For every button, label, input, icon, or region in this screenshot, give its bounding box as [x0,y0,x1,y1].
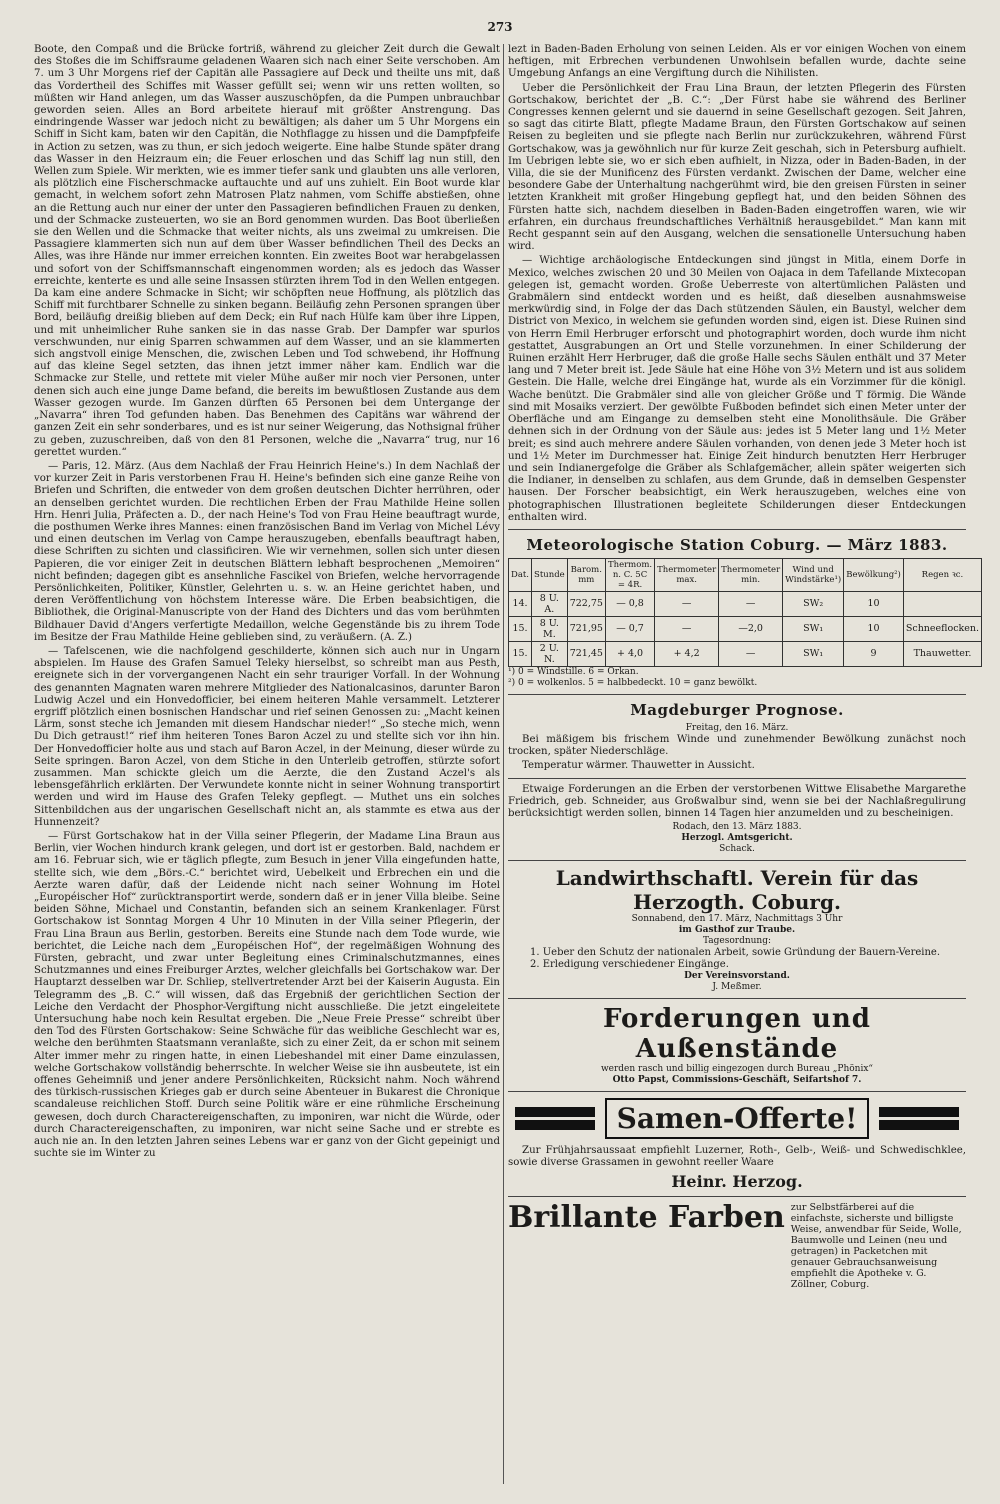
table-row [509,616,982,641]
meteo-header: Bewölkung²) [844,558,904,591]
prognose-text: Bei mäßigem bis frischem Winde und zunehmender Bewölkung zunächst noch trocken, später Niederschläge. [508,733,966,758]
meteo-header: Regen ꝛc. [903,558,981,591]
separator [508,1196,966,1197]
table-cell: 10 [844,591,904,616]
table-cell: — [719,591,783,616]
table-cell: SW₁ [783,641,844,666]
table-cell: 15. [509,641,532,666]
table-cell: + 4,0 [605,641,654,666]
table-cell: 9 [844,641,904,666]
prognose-date: Freitag, den 16. März. [685,722,789,733]
table-row [509,591,982,616]
table-cell: Schneeflocken. [903,616,981,641]
verein-board: Der Vereinsvorstand. [684,971,790,982]
table-cell: 721,45 [567,641,605,666]
article-lina-braun: Ueber die Persönlichkeit der Frau Lina Braun, der letzten Pflegerin des Fürsten Gortschakow, berichtet der „B. C.“: „Der Fürst habe sie während des Berliner Congresses kennen gelernt und sie dauernd in seine Gesellschaft gezogen. Seit Jahren, so sagt das citirte Blatt, pflegte Madame Braun, den Fürsten Gortschakow auf seinen Reisen zu begleiten und sie pflegte nach Berlin nur zurückzukehren, während Fürst Gortschakow, was ja gewöhnlich nur für kurze Zeit geschah, sich in Petersburg aufhielt. Im Uebrigen lebte sie, wo er sich eben aufhielt, in Nizza, oder in Baden-Baden, in der Villa, die sie der Munificenz des Fürsten verdankt. Zwischen der Dame, welcher eine besondere Gabe der Unterhaltung nachgerühmt wird, bie den greisen Fürsten in seiner letzten Krankheit mit großer Hingebung gepflegt hat, und den beiden Söhnen des Fürsten hatte sich, nachdem dieselben in Baden-Baden eingetroffen waren, wie wir erfahren, ein durchaus freundschaftliches Verhältniß herausgebildet.“ Man kann mit Recht gespannt sein auf den Ausgang, welchen die sensationelle Untersuchung haben wird. [508,82,966,253]
table-cell: — 0,8 [605,591,654,616]
verein-place: im Gasthof zur Traube. [678,925,796,936]
notice-place-date: Rodach, den 13. März 1883. [672,822,802,833]
prognose-temp: Temperatur wärmer. Thauwetter in Aussicht. [522,760,755,772]
table-cell: Thauwetter. [903,641,981,666]
table-cell: 14. [509,591,532,616]
verein-signed: J. Meßmer. [712,982,762,993]
notice-text: Etwaige Forderungen an die Erben der verstorbenen Wittwe Elisabethe Margarethe Friedrich, geb. Schneider, aus Großwalbur sind, wenn sie bei der Nachlaßregulirung berücksichtigt werden sollen, binnen 14 Tagen hier anzumelden und zu bescheinigen. [508,783,966,819]
table-cell: 15. [509,616,532,641]
table-cell: — 0,7 [605,616,654,641]
brillante-text: zur Selbstfärberei auf die einfachste, sicherste und billigste Weise, anwendbar für Seide, Wolle, Baumwolle und Leinen (neu und getragen) in Packetchen mit genauer Gebrauchsanweisung empfiehlt die Apotheke v. G. Zöllner, Coburg. [790,1201,962,1290]
separator [508,529,966,530]
samen-title: Samen-Offerte! [605,1098,870,1139]
list-item: 2. Erledigung verschiedener Eingänge. [530,959,729,971]
brillante-ad [508,1199,966,1290]
samen-text: Zur Frühjahrsaussaat empfiehlt Luzerner, Roth-, Gelb-, Weiß- und Schwedischklee, sowie diverse Grassamen in gewohnt reeller Waare [508,1145,966,1169]
notice-signed: Schack. [719,844,755,855]
article-gortschakow-cont: lezt in Baden-Baden Erholung von seinen Leiden. Als er vor einigen Wochen von einem heftigen, mit Erbrechen verbundenen Unwohlsein befallen wurde, dachte seine Umgebung Anfangs an eine Vergiftung durch die Nihilisten. [508,44,966,80]
article-gortschakow: — Fürst Gortschakow hat in der Villa seiner Pflegerin, der Madame Lina Braun aus Berlin, vier Wochen hindurch krank gelegen, und dort ist er gestorben. Bald, nachdem er am 16. Februar sich, wie er täglich pflegte, zum Besuch in jener Villa eingefunden hatte, stellte sich, wie dem „Börs.-C.“ berichtet wird, Uebelkeit und Erbrechen ein und die Aerzte waren dafür, daß der Leidende nicht nach seiner Wohnung im Hotel „Européischer Hof“ zurücktransportirt werde, sondern daß er in jener Villa bleibe. Seine beiden Söhne, Michael und Constantin, befanden sich an seinem Krankenlager. Fürst Gortschakow ist Sonntag Morgen 4 Uhr 10 Minuten in der Villa seiner Pflegerin, der Frau Lina Braun aus Berlin, gestorben. Bereits eine Stunde nach dem Tode wurde, wie berichtet, die Leiche nach dem „Européischen Hof“, der regelmäßigen Wohnung des Fürsten, gebracht, und zwar unter Begleitung eines Criminalschutzmannes, eines Schutzmannes und eines Freiburger Arztes, welcher gleichfalls bei Gortschakow war. Der Hauptarzt desselben war Dr. Schliep, stellvertretender Arzt bei der Kaiserin Augusta. Ein Telegramm des „B. C.“ will wissen, daß das Ergebniß der gerichtlichen Section der Leiche den Verdacht der Phosphor-Vergiftung nicht ausschließe. Die jetzt eingeleitete Untersuchung habe noch kein Resultat ergeben. Die „Neue Freie Presse“ schreibt über den Tod des Fürsten Gortschakow: Seine Schwäche für das weibliche Geschlecht war es, welche den berühmten Staatsmann veranlaßte, sich zu einer Zeit, da er schon mit seinem Alter immer mehr zu ringen hatte, in einen Liebeshandel mit einer Dame einzulassen, welche Gortschakow vollständig beherrschte. In welcher Weise sie ihn ausbeutete, ist ein offenes Geheimniß und jener andere Persönlichkeiten, Rücksicht nahm. Noch während des türkisch-russischen Krieges gab er durch seine Abenteuer in Bukarest die Chronique scandaleuse reichlichen Stoff. Durch seine Politik wäre er eine rühmliche Erscheinung gewesen, doch durch Charactereigenschaften, zu imponiren, war nicht die Würde, oder durch Charactereigenschaften, zu imponiren, war nicht seine Sache und er strebte es auch nie an. In den letzten Jahren seines Lebens war er ganz von der Gicht gepeinigt und suchte sie im Winter zu [34,831,500,1160]
table-cell: 8 U. A. [532,591,568,616]
article-tafelscenen: — Tafelscenen, wie die nachfolgend geschilderte, können sich auch nur in Ungarn abspielen. Im Hause des Grafen Samuel Teleky hierselbst, so schreibt man aus Pesth, ereignete sich in der vorvergangenen Nacht ein sehr trauriger Vorfall. In der Wohnung des genannten Magnaten waren mehrere Mitglieder des Nationalcasinos, darunter Baron Ludwig Aczel und ein Honvedofficier, bei einem heiteren Mahle versammelt. Letzterer ergriff plötzlich einen bosnischen Handschar und rief seinen Genossen zu: „Macht keinen Lärm, sonst steche ich Jemanden mit diesem Handschar nieder!“ „So steche mich, wenn Du Dich getraust!“ rief ihm heiteren Tones Baron Aczel zu und stellte sich vor ihn hin. Der Honvedofficier holte aus und stach auf Baron Aczel, in der Meinung, dieser würde zu Seite springen. Baron Aczel, von dem Stiche in den Unterleib getroffen, stürzte sofort zusammen. Man schickte gleich um die Aerzte, die den Zustand Aczel's als lebensgefährlich erklärten. Der Verwundete konnte nicht in seiner Wohnung transportirt werden und wird im Hause des Grafen Teleky gepflegt. — Muthet uns ein solches Sittenbildchen aus der ungarischen Gesellschaft nicht an, als stammte es etwa aus der Hunnenzeit? [34,645,500,828]
meteo-title: Meteorologische Station Coburg. — März 1883. [526,535,948,554]
table-cell [903,591,981,616]
forderungen-line1: werden rasch und billig eingezogen durch Bureau „Phönix“ [600,1064,874,1075]
table-cell: 2 U. N. [532,641,568,666]
meteo-header-row [509,558,982,591]
separator [508,778,966,779]
separator [508,860,966,861]
meteo-header: Barom. mm [567,558,605,591]
list-item: 1. Ueber den Schutz der nationalen Arbeit, sowie Gründung der Bauern-Vereine. [530,947,941,959]
left-column [34,44,500,1484]
meteo-header: Stunde [532,558,568,591]
verein-agenda-label: Tagesordnung: [702,936,772,947]
table-cell: 721,95 [567,616,605,641]
right-column [508,44,980,1484]
table-cell: —2,0 [719,616,783,641]
brillante-title: Brillante Farben [508,1199,785,1235]
decorative-bars-left [515,1104,595,1133]
decorative-bars-right [879,1104,959,1133]
meteo-table [508,558,982,667]
article-mitla: — Wichtige archäologische Entdeckungen sind jüngst in Mitla, einem Dorfe in Mexico, welches zwischen 20 und 30 Meilen von Oajaca in dem Tafellande Mixtecopan gelegen ist, gemacht worden. Große Ueberreste von altertümlichen Palästen und Grabmälern sind entdeckt worden und es heißt, daß dieselben ausnahmsweise merkwürdig sind, in Folge der das Dach stützenden Säulen, ein Baustyl, welcher dem District von Mexico, in welchem sie gefunden worden sind, eigen ist. Diese Ruinen sind von Herrn Emil Herbruger erforscht und photographirt worden, doch wurde ihm nicht gestattet, Ausgrabungen an Ort und Stelle vorzunehmen. In einer Schilderung der Ruinen erzählt Herr Herbruger, daß die große Halle sechs Säulen enthält und 37 Meter lang und 7 Meter breit ist. Jede Säule hat eine Höhe von 3½ Metern und ist aus solidem Gestein. Die Halle, welche drei Eingänge hat, wurde als ein Vorzimmer für die königl. Wache benützt. Die Grabmäler sind alle von gleicher Größe und T förmig. Die Wände sind mit Mosaiks verziert. Der gewölbte Fußboden befindet sich einen Meter unter der Oberfläche und am Eingange zu demselben steht eine Monolithsäule. Die Gräber dehnen sich in der Ordnung von der Säule aus: jedes ist 5 Meter lang und 1½ Meter breit; es sind auch mehrere andere Säulen vorhanden, von denen jede 3 Meter hoch ist und 1½ Meter im Durchmesser hat. Einige Zeit hindurch benutzten Herr Herbruger und sein Indianergefolge die Gräber als Schlafgemächer, allein später weigerten sich die Indianer, in denselben zu schlafen, aus dem Grunde, daß in demselben Gespenster hausen. Der Forscher beabsichtigt, ein Werk herauszugeben, welches eine von photographischen Illustrationen begleitete Schilderungen dieser Entdeckungen enthalten wird. [508,255,966,523]
meteo-note: ²) 0 = wolkenlos. 5 = halbbedeckt. 10 = ganz bewölkt. [508,677,758,688]
table-cell: SW₂ [783,591,844,616]
verein-title: Landwirthschaftl. Verein für das Herzogth. Coburg. [555,866,919,915]
forderungen-line2: Otto Papst, Commissions-Geschäft, Seifartshof 7. [612,1075,862,1086]
samen-header [508,1098,966,1139]
notice-authority: Herzogl. Amtsgericht. [681,833,793,844]
table-cell: — [719,641,783,666]
verein-date: Sonnabend, den 17. März, Nachmittags 3 Uhr [631,914,843,925]
meteo-header: Thermometer min. [719,558,783,591]
table-cell: 10 [844,616,904,641]
table-cell: + 4,2 [655,641,719,666]
article-navarra: Boote, den Compaß und die Brücke fortriß, während zu gleicher Zeit durch die Gewalt des Stoßes die im Schiffsraume geladenen Waaren sich nach einer Seite verschoben. Am 7. um 3 Uhr Morgens rief der Capitän alle Passagiere auf Deck und theilte uns mit, daß das Vordertheil des Schiffes mit Wasser gefüllt sei; wenn wir uns retten wollten, so müßten wir Hand anlegen, um das Wasser auszuschöpfen, da die Pumpen unbrauchbar geworden seien. Alles an Bord arbeitete hierauf mit größter Anstrengung. Das eindringende Wasser war jedoch nicht zu bewältigen; als daher um 5 Uhr Morgens ein Schiff in Sicht kam, baten wir den Capitän, die Nothflagge zu hissen und die Dampfpfeife in Action zu setzen, was zu thun, er sich jedoch weigerte. Eine halbe Stunde später drang das Wasser in den Heizraum ein; die Feuer erloschen und das Schiff lag nun still, den Wellen zum Spiele. Wir merkten, wie es immer tiefer sank und glaubten uns alle verloren, als plötzlich eine Fischerschmacke auftauchte und auf uns zuhielt. Ein Boot wurde klar gemacht, in welchem sofort zehn Matrosen Platz nahmen, vom Schiffe abstießen, ohne an die Rettung auch nur einer der unter den Passagieren befindlichen Frauen zu denken, und der Schmacke zusteuerten, wo sie an Bord genommen wurden. Das Boot überließen sie den Wellen und die Schmacke that weiter nichts, als uns zweimal zu umkreisen. Die Passagiere klammerten sich nun auf dem über Wasser befindlichen Theil des Decks an Alles, was ihre Hände nur immer erreichen konnten. Ein zweites Boot war herabgelassen und sofort von der Schiffsmannschaft eingenommen worden; als es jedoch das Wasser erreichte, kenterte es und alle seine Insassen stürzten ihrem Tod in den Wellen entgegen. Da kam eine andere Schmacke in Sicht; wir schöpften neue Hoffnung, als plötzlich das Schiff mit furchtbarer Schnelle zu sinken begann. Beiläufig zehn Personen sprangen über Bord, beiläufig dreißig blieben auf dem Deck; ein Ruf nach Hülfe kam über ihre Lippen, und mit unheimlicher Ruhe sanken sie in das nasse Grab. Der Dampfer war spurlos verschwunden, nur einig Sparren schwammen auf dem Wasser, und an sie klammerten sich angstvoll einige Menschen, die, zwischen Leben und Tod schwebend, ihr Hoffnung auf das kleine Segel setzten, das ihnen jetzt immer näher kam. Endlich war die Schmacke zur Stelle, und rettete mit vieler Mühe außer mir noch vier Personen, unter denen sich auch eine junge Dame befand, die bereits im bewußtlosen Zustande aus dem Wasser gezogen wurde. Im Ganzen dürften 65 Personen bei dem Untergange der „Navarra“ ihren Tod gefunden haben. Das Benehmen des Capitäns war während der ganzen Zeit ein sehr sonderbares, und es ist nur seiner Weigerung, das Nothsignal früher zu geben, zuzuschreiben, daß von den 81 Personen, welche die „Navarra“ trug, nur 16 gerettet wurden.“ [34,44,500,458]
meteo-header: Wind und Windstärke¹) [783,558,844,591]
separator [508,694,966,695]
article-heine: — Paris, 12. März. (Aus dem Nachlaß der Frau Heinrich Heine's.) In dem Nachlaß der vor kurzer Zeit in Paris verstorbenen Frau H. Heine's befinden sich eine ganze Reihe von Briefen und Schriften, die entweder von dem großen deutschen Dichter herrühren, oder an denselben gerichtet wurden. Die rechtlichen Erben der Frau Mathilde Heine sollen Hrn. Henri Julia, Präfecten a. D., der nach Heine's Tod von Frau Heine beauftragt wurde, die posthumen Werke ihres Mannes: einen französischen Band im Verlag von Michel Lévy und einen deutschen im Verlag von Campe herauszugeben, ebenfalls beauftragt haben, diese Schriften zu sichten und classificiren. Wie wir vernehmen, sollen sich unter diesen Papieren, die vor einiger Zeit in deutschen Blättern lebhaft besprochenen „Memoiren“ nicht befinden; dagegen gibt es ansehnliche Fascikel von Briefen, welche hervorragende Persönlichkeiten, Politiker, Künstler, Gelehrten u. s. w. an Heine gerichtet haben, und deren Veröffentlichung von höchstem Interesse wäre. Die Erben beabsichtigen, die Bibliothek, die Original-Manuscripte von der Hand des Dichters und das vom berühmten Bildhauer David d'Angers verfertigte Medaillon, welche Gegenstände bis zu ihrem Tode im Besitze der Frau Mathilde Heine geblieben sind, zu veräußern. (A. Z.) [34,460,500,643]
table-cell: 8 U. M. [532,616,568,641]
samen-signed: Heinr. Herzog. [671,1171,803,1191]
table-row [509,641,982,666]
separator [508,998,966,999]
meteo-note: ¹) 0 = Windstille. 6 = Orkan. [508,666,639,677]
meteo-header: Dat. [509,558,532,591]
prognose-title: Magdeburger Prognose. [630,700,844,719]
forderungen-title: Forderungen und Außenstände [603,1004,871,1065]
page-number: 273 [487,20,513,34]
table-cell: 722,75 [567,591,605,616]
table-cell: SW₁ [783,616,844,641]
table-cell: — [655,616,719,641]
meteo-header: Thermometer max. [655,558,719,591]
meteo-header: Thermom. n. C. 5C = 4R. [605,558,654,591]
separator [508,1091,966,1092]
column-divider [503,44,504,1484]
table-cell: — [655,591,719,616]
